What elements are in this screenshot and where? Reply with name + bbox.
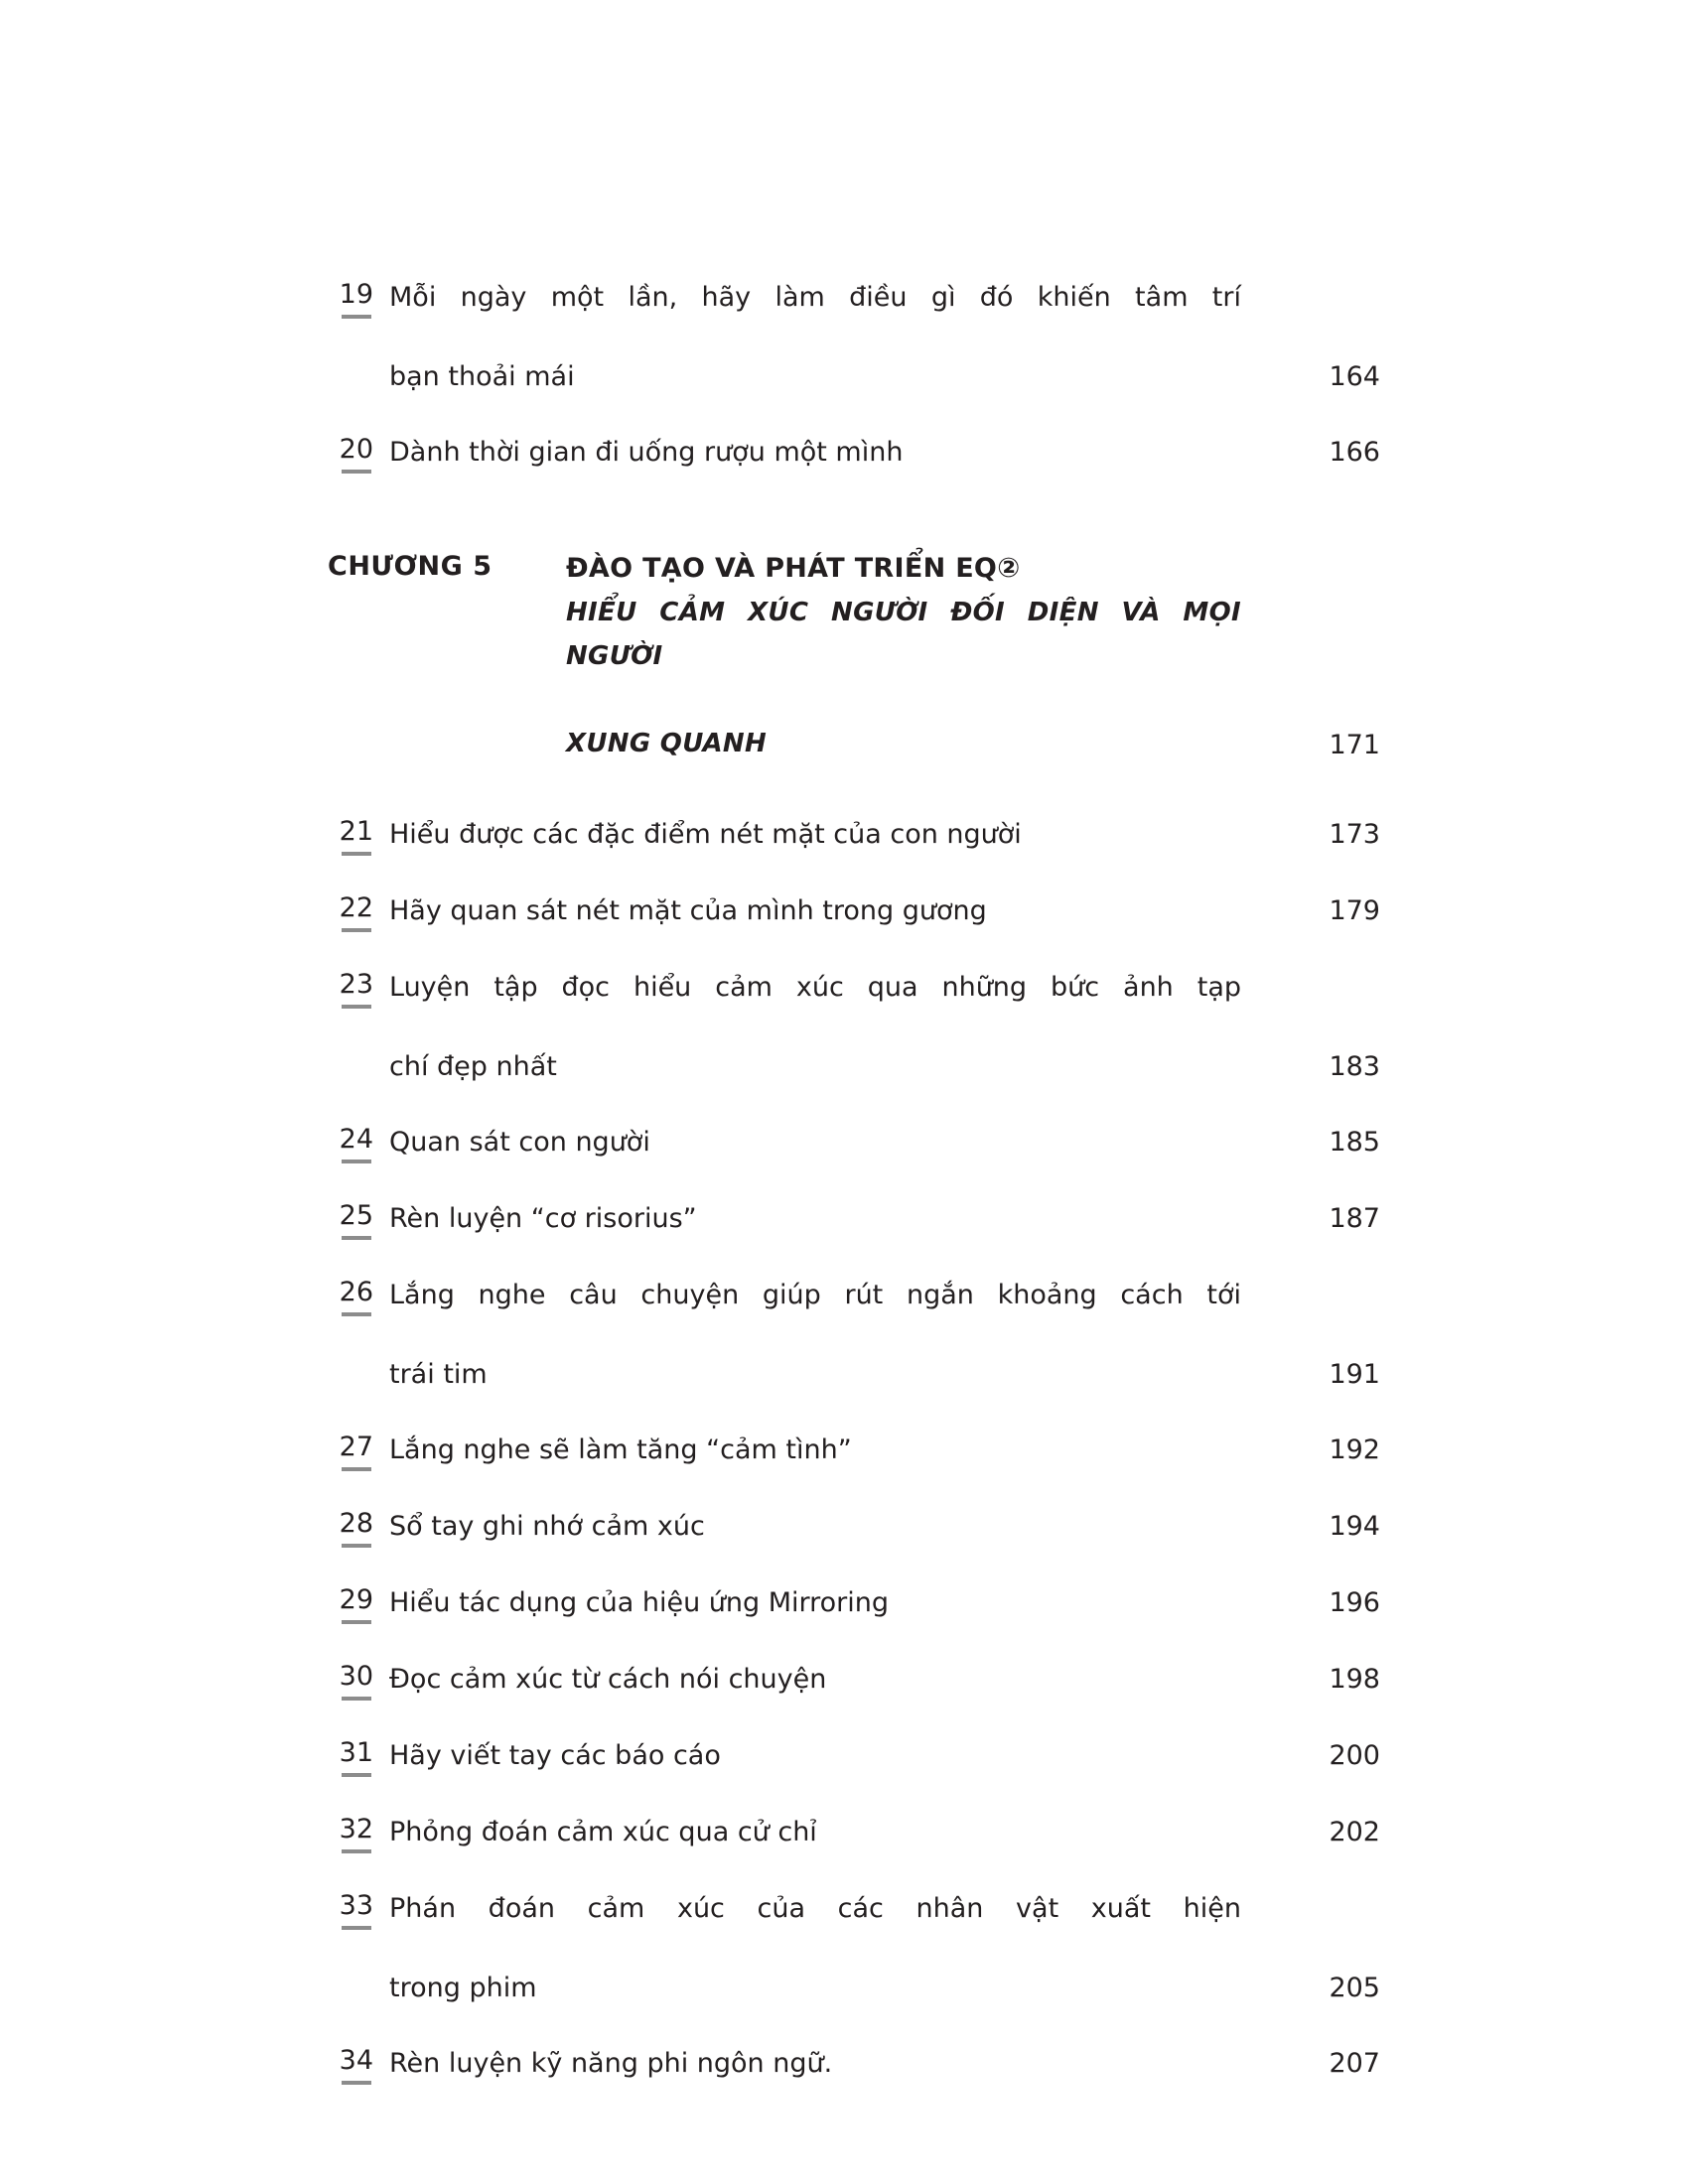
toc-entry-number-col: [328, 1889, 389, 1930]
toc-entry[interactable]: [328, 968, 1380, 1087]
toc-entry[interactable]: [328, 433, 1380, 474]
toc-entry-number-col: [328, 1507, 389, 1548]
toc-entry-title: [389, 891, 1271, 931]
toc-entry-number: 26: [340, 1276, 373, 1316]
toc-entry[interactable]: [328, 1123, 1380, 1163]
toc-entry-number-col: [328, 433, 389, 474]
toc-entry[interactable]: [328, 1660, 1380, 1701]
toc-entry-page: 198: [1329, 1664, 1380, 1695]
toc-entry[interactable]: [328, 278, 1380, 397]
toc-entry-title: [389, 1431, 1271, 1470]
toc-chapter-subtitle: [566, 591, 1241, 765]
toc-entry-page: 205: [1329, 1973, 1380, 2003]
toc-entry-title-line1: Hiểu tác dụng của hiệu ứng Mirroring: [389, 1587, 890, 1618]
toc-entry[interactable]: [328, 1889, 1380, 2008]
toc-entry-title-line2: chí đẹp nhất: [389, 1051, 557, 1082]
toc-entry-title-line1: Hãy quan sát nét mặt của mình trong gương: [389, 895, 987, 926]
toc-entry[interactable]: [328, 1431, 1380, 1471]
toc-entry-number-col: [328, 891, 389, 932]
toc-entry-number: 32: [340, 1813, 373, 1853]
toc-entry-title: [389, 1507, 1271, 1547]
toc-entry-number: 22: [340, 891, 373, 932]
toc-entry-number-col: [328, 1736, 389, 1777]
toc-entry-number-col: [328, 1583, 389, 1624]
toc-entry[interactable]: [328, 1199, 1380, 1240]
toc-entry-number: 28: [340, 1507, 373, 1548]
toc-entry-title-line1: Quan sát con người: [389, 1127, 650, 1158]
toc-entry-page: 191: [1329, 1359, 1380, 1390]
toc-entry-page: 183: [1329, 1051, 1380, 1082]
toc-entry-number-col: [328, 1199, 389, 1240]
table-of-contents: [328, 278, 1380, 2120]
toc-entry-title-line1: Hiểu được các đặc điểm nét mặt của con người: [389, 819, 1022, 850]
toc-entry-title: [389, 1813, 1271, 1852]
toc-entry-number-col: [328, 2044, 389, 2085]
toc-entry-page: 196: [1329, 1587, 1380, 1618]
toc-entry-title: [389, 1276, 1271, 1395]
toc-entry-title-line1: Lắng nghe sẽ làm tăng “cảm tình”: [389, 1434, 852, 1465]
toc-entry-title-line1: Phán đoán cảm xúc của các nhân vật xuất hiện: [389, 1893, 1241, 1924]
toc-entry-title: [389, 1199, 1271, 1239]
toc-entry-number-col: [328, 278, 389, 319]
toc-entry-page: 207: [1329, 2048, 1380, 2079]
toc-entry[interactable]: [328, 1276, 1380, 1395]
toc-entry-page: 164: [1329, 361, 1380, 392]
toc-entry-number-col: [328, 815, 389, 856]
toc-entry-title-line1: Mỗi ngày một lần, hãy làm điều gì đó khiến tâm trí: [389, 282, 1241, 313]
toc-entry-title-line1: Hãy viết tay các báo cáo: [389, 1740, 721, 1771]
toc-entry-number-col: [328, 1431, 389, 1471]
toc-entry-number: 27: [340, 1431, 373, 1471]
toc-chapter-body: [566, 547, 1271, 765]
toc-entry-title: [389, 1123, 1271, 1162]
toc-entry-number: 31: [340, 1736, 373, 1777]
toc-entry-page: 200: [1329, 1740, 1380, 1771]
toc-entry-number: 19: [340, 278, 373, 319]
toc-entry-title-line1: Luyện tập đọc hiểu cảm xúc qua những bức ảnh tạp: [389, 972, 1241, 1003]
toc-entry-title-line2: bạn thoải mái: [389, 361, 575, 392]
toc-entry-number: 34: [340, 2044, 373, 2085]
toc-entry-title: [389, 1660, 1271, 1700]
toc-entry-title-line2: trong phim: [389, 1973, 537, 2003]
toc-entry-number: 30: [340, 1660, 373, 1701]
toc-entry-number: 25: [340, 1199, 373, 1240]
toc-entry[interactable]: [328, 1736, 1380, 1777]
toc-entry-number-col: [328, 1813, 389, 1853]
toc-entry-title-line1: Rèn luyện “cơ risorius”: [389, 1203, 697, 1234]
toc-chapter-entry[interactable]: [328, 547, 1380, 765]
toc-entry-title-line1: Lắng nghe câu chuyện giúp rút ngắn khoảng cách tới: [389, 1280, 1241, 1310]
toc-entry-title-line1: Phỏng đoán cảm xúc qua cử chỉ: [389, 1817, 817, 1847]
toc-chapter-subtitle-line1: HIỂU CẢM XÚC NGƯỜI ĐỐI DIỆN VÀ MỌI NGƯỜI: [566, 598, 1241, 671]
toc-chapter-title: ĐÀO TẠO VÀ PHÁT TRIỂN EQ②: [566, 553, 1021, 584]
toc-entry-number: 24: [340, 1123, 373, 1163]
toc-entry-title-line1: Rèn luyện kỹ năng phi ngôn ngữ.: [389, 2048, 833, 2079]
toc-entry-number-col: [328, 1660, 389, 1701]
toc-entry-page: 185: [1329, 1127, 1380, 1158]
toc-chapter-page: 171: [1329, 730, 1380, 760]
toc-entry-title: [389, 433, 1271, 473]
toc-entry-page: 166: [1329, 437, 1380, 468]
toc-entry-title: [389, 2044, 1271, 2084]
toc-entry-title-line1: Dành thời gian đi uống rượu một mình: [389, 437, 904, 468]
toc-entry[interactable]: [328, 815, 1380, 856]
toc-entry-number: 29: [340, 1583, 373, 1624]
toc-entry[interactable]: [328, 1583, 1380, 1624]
toc-entry-number: 23: [340, 968, 373, 1009]
toc-entry-page: 179: [1329, 895, 1380, 926]
toc-entry[interactable]: [328, 891, 1380, 932]
toc-entry-number: 33: [340, 1889, 373, 1930]
toc-entry-title: [389, 1736, 1271, 1776]
toc-entry-title-line1: Đọc cảm xúc từ cách nói chuyện: [389, 1664, 827, 1695]
toc-entry-number-col: [328, 1123, 389, 1163]
toc-entry-number-col: [328, 968, 389, 1009]
toc-entry-title: [389, 815, 1271, 855]
toc-entry[interactable]: [328, 1813, 1380, 1853]
toc-entry-title: [389, 1583, 1271, 1623]
toc-entry-page: 202: [1329, 1817, 1380, 1847]
toc-entry-number-col: [328, 1276, 389, 1316]
toc-entry[interactable]: [328, 1507, 1380, 1548]
toc-chapter-subtitle-line2: XUNG QUANH: [566, 729, 767, 758]
toc-entry-title: [389, 278, 1271, 397]
toc-entry-page: 192: [1329, 1434, 1380, 1465]
toc-entry-number: 20: [340, 433, 373, 474]
toc-entry-title: [389, 968, 1271, 1087]
toc-entry-title: [389, 1889, 1271, 2008]
toc-entry-number: 21: [340, 815, 373, 856]
toc-entry-page: 173: [1329, 819, 1380, 850]
toc-entry[interactable]: [328, 2044, 1380, 2085]
toc-entry-page: 194: [1329, 1511, 1380, 1542]
toc-entry-title-line2: trái tim: [389, 1359, 488, 1390]
toc-entry-page: 187: [1329, 1203, 1380, 1234]
toc-entry-title-line1: Sổ tay ghi nhớ cảm xúc: [389, 1511, 705, 1542]
toc-chapter-label: CHƯƠNG 5: [328, 551, 492, 582]
